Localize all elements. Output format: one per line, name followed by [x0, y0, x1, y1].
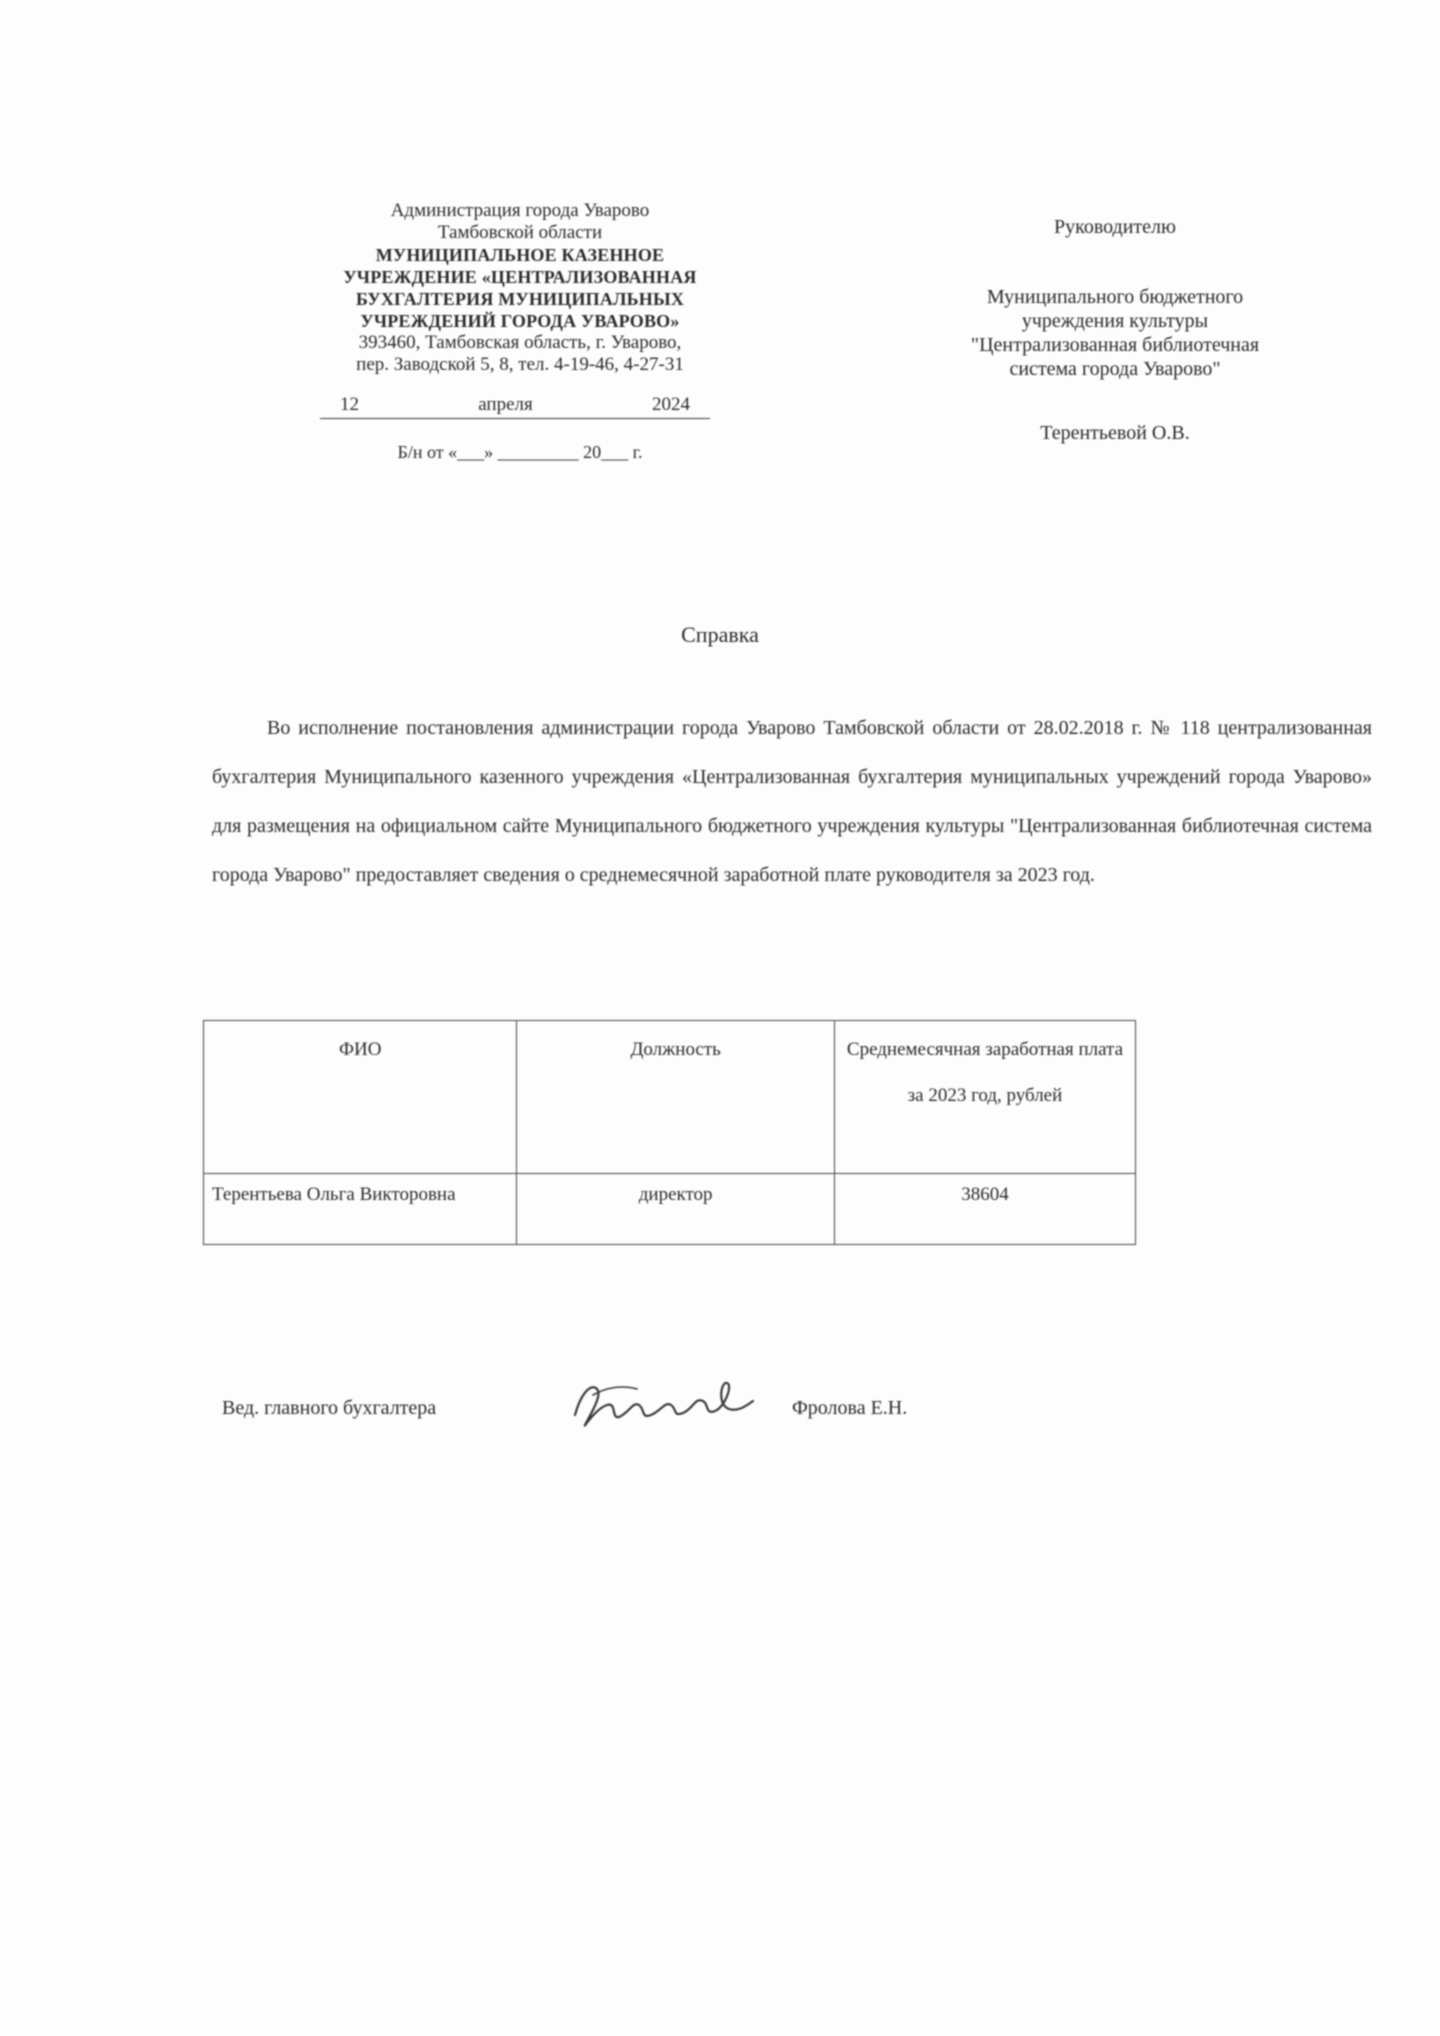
document-title: Справка — [681, 622, 759, 647]
signature-role: Вед. главного бухгалтера — [222, 1397, 437, 1419]
letterhead-outgoing-ref: Б/н от «___» _________ 20___ г. — [397, 442, 643, 462]
addressee-org-line: система города Уварово" — [1009, 358, 1221, 380]
handwritten-signature — [567, 1375, 757, 1435]
letterhead — [255, 200, 785, 463]
letterhead-org-line: УЧРЕЖДЕНИЕ «ЦЕНТРАЛИЗОВАННАЯ — [343, 267, 697, 287]
addressee-block — [870, 215, 1360, 445]
letterhead-date — [320, 394, 710, 419]
cell-fio: Терентьева Ольга Викторовна — [204, 1174, 517, 1245]
letterhead-org-line: МУНИЦИПАЛЬНОЕ КАЗЕННОЕ — [375, 245, 665, 265]
addressee-org — [870, 285, 1360, 381]
cell-position: директор — [517, 1174, 835, 1245]
date-year: 2024 — [651, 394, 690, 415]
salary-table — [203, 1020, 1136, 1245]
letterhead-org-line: УЧРЕЖДЕНИЙ ГОРОДА УВАРОВО» — [360, 311, 680, 331]
cell-salary: 38604 — [834, 1174, 1135, 1245]
date-day: 12 — [340, 394, 359, 415]
letterhead-admin: Администрация города Уварово — [390, 200, 650, 221]
signature-name: Фролова Е.Н. — [792, 1397, 908, 1419]
addressee-org-line: "Централизованная библиотечная — [970, 334, 1260, 356]
date-month: апреля — [478, 394, 533, 415]
addressee-org-line: Муниципального бюджетного — [986, 286, 1244, 308]
letterhead-address-line: 393460, Тамбовская область, г. Уварово, — [358, 332, 682, 353]
letterhead-region: Тамбовской области — [437, 222, 603, 243]
addressee-to: Руководителю — [1054, 216, 1176, 238]
body-paragraph: Во исполнение постановления администрации города Уварово Тамбовской области от 28.02.2018 г. № 118 централизованная бухгалтерия Муниципального казенного учреждения «Централизованная бухгалтерия муниципальных учреждений города Уварово» для размещения на официальном сайте Муниципального бюджетного учреждения культуры "Централизованная библиотечная система города Уварово" предоставляет сведения о среднемесячной заработной плате руководителя за 2023 год. — [212, 717, 1372, 886]
addressee-org-line: учреждения культуры — [1021, 310, 1209, 332]
table-row — [204, 1174, 1136, 1245]
signature-row — [222, 1375, 982, 1445]
letterhead-address-line: пер. Заводской 5, 8, тел. 4-19-46, 4-27-31 — [356, 354, 684, 375]
header-fio: ФИО — [204, 1021, 517, 1174]
letterhead-org-line: БУХГАЛТЕРИЯ МУНИЦИПАЛЬНЫХ — [355, 289, 685, 309]
header-position: Должность — [517, 1021, 835, 1174]
table-header-row — [204, 1021, 1136, 1174]
header-salary: Среднемесячная заработная плата за 2023 год, рублей — [834, 1021, 1135, 1174]
addressee-name: Терентьевой О.В. — [1040, 422, 1190, 444]
